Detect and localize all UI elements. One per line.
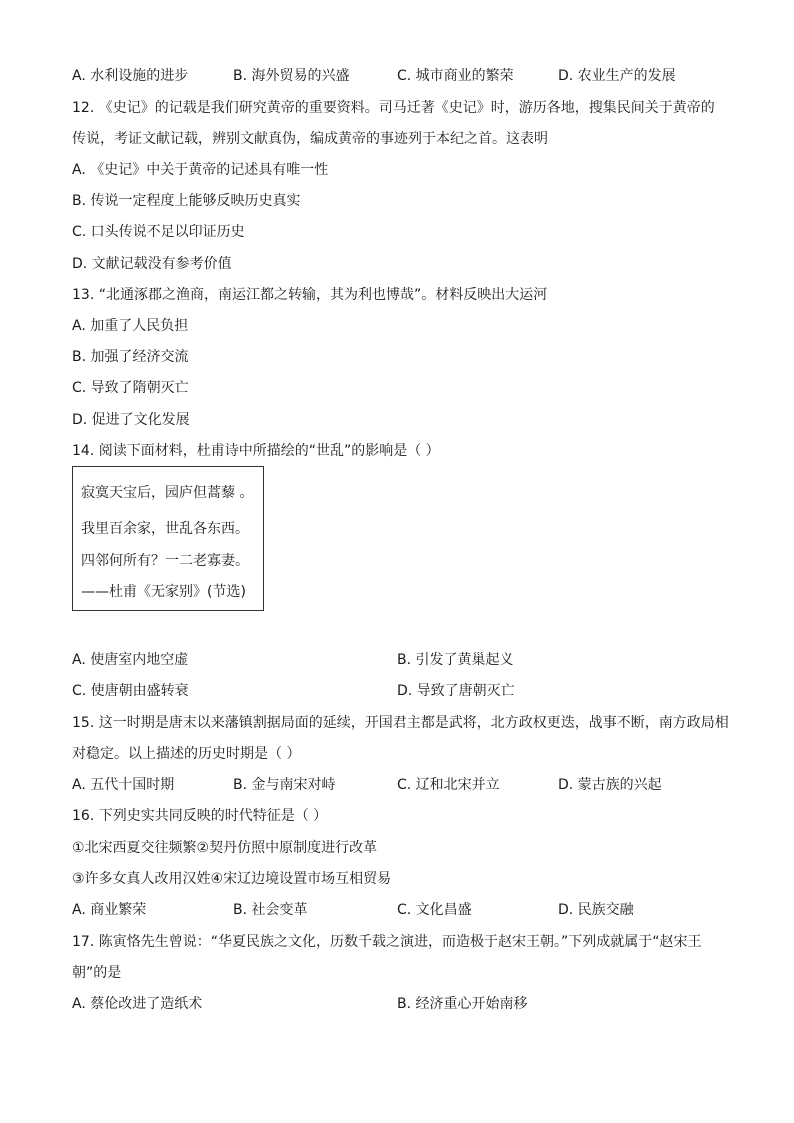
q14-stem: 14. 阅读下面材料，杜甫诗中所描绘的“世乱”的影响是（ ） — [72, 443, 440, 459]
q14-material-box — [72, 466, 264, 611]
q16-option-a: A. 商业繁荣 — [72, 902, 147, 918]
q12-stem-line2: 传说，考证文献记载，辨别文献真伪，编成黄帝的事迹列于本纪之首。这表明 — [72, 131, 548, 147]
q16-option-d: D. 民族交融 — [558, 902, 634, 918]
q12-option-c: C. 口头传说不足以印证历史 — [72, 224, 245, 240]
poem-line-3: 四邻何所有？一二老寡妻。 — [81, 553, 249, 569]
q17-stem-line2: 朝”的是 — [72, 965, 122, 981]
q14-option-a: A. 使唐室内地空虚 — [72, 652, 189, 668]
q15-option-d: D. 蒙古族的兴起 — [558, 777, 662, 793]
q11-option-c: C. 城市商业的繁荣 — [397, 68, 514, 84]
q13-option-c: C. 导致了隋朝灭亡 — [72, 380, 189, 396]
q12-option-d: D. 文献记载没有参考价值 — [72, 256, 232, 272]
q13-option-a: A. 加重了人民负担 — [72, 318, 189, 334]
poem-attribution: ——杜甫《无家别》(节选) — [81, 584, 246, 600]
q12-option-b: B. 传说一定程度上能够反映历史真实 — [72, 193, 301, 209]
q16-facts-line1: ①北宋西夏交往频繁②契丹仿照中原制度进行改革 — [72, 840, 378, 856]
poem-line-1: 寂寞天宝后，园庐但蒿藜 。 — [81, 485, 254, 501]
q14-option-b: B. 引发了黄巢起义 — [397, 652, 514, 668]
q16-facts-line2: ③许多女真人改用汉姓④宋辽边境设置市场互相贸易 — [72, 871, 392, 887]
poem-line-2: 我里百余家，世乱各东西。 — [81, 521, 249, 537]
q15-stem-line2: 对稳定。以上描述的历史时期是（ ） — [72, 746, 301, 762]
q15-option-b: B. 金与南宋对峙 — [233, 777, 336, 793]
q11-option-d: D. 农业生产的发展 — [558, 68, 676, 84]
q16-stem: 16. 下列史实共同反映的时代特征是（ ） — [72, 808, 328, 824]
q15-option-c: C. 辽和北宋并立 — [397, 777, 500, 793]
q16-option-c: C. 文化昌盛 — [397, 902, 472, 918]
q16-option-b: B. 社会变革 — [233, 902, 308, 918]
q12-option-a: A. 《史记》中关于黄帝的记述具有唯一性 — [72, 162, 329, 178]
q17-stem-line1: 17. 陈寅恪先生曾说：“华夏民族之文化，历数千载之演进，而造极于赵宋王朝。”下列成就属于“赵宋王 — [72, 934, 702, 950]
q13-stem: 13. “北通涿郡之渔商，南运江都之转输，其为利也博哉”。材料反映出大运河 — [72, 287, 548, 303]
q12-stem-line1: 12. 《史记》的记载是我们研究黄帝的重要资料。司马迁著《史记》时，游历各地，搜集民间关于黄帝的 — [72, 100, 715, 116]
q11-option-b: B. 海外贸易的兴盛 — [233, 68, 350, 84]
q17-option-b: B. 经济重心开始南移 — [397, 996, 528, 1012]
q13-option-d: D. 促进了文化发展 — [72, 412, 190, 428]
q14-option-d: D. 导致了唐朝灭亡 — [397, 683, 515, 699]
q11-option-a: A. 水利设施的进步 — [72, 68, 189, 84]
q15-option-a: A. 五代十国时期 — [72, 777, 175, 793]
q15-stem-line1: 15. 这一时期是唐末以来藩镇割据局面的延续，开国君主都是武将，北方政权更迭，战事不断，南方政局相 — [72, 715, 729, 731]
q13-option-b: B. 加强了经济交流 — [72, 349, 189, 365]
q14-option-c: C. 使唐朝由盛转衰 — [72, 683, 189, 699]
q17-option-a: A. 蔡伦改进了造纸术 — [72, 996, 203, 1012]
